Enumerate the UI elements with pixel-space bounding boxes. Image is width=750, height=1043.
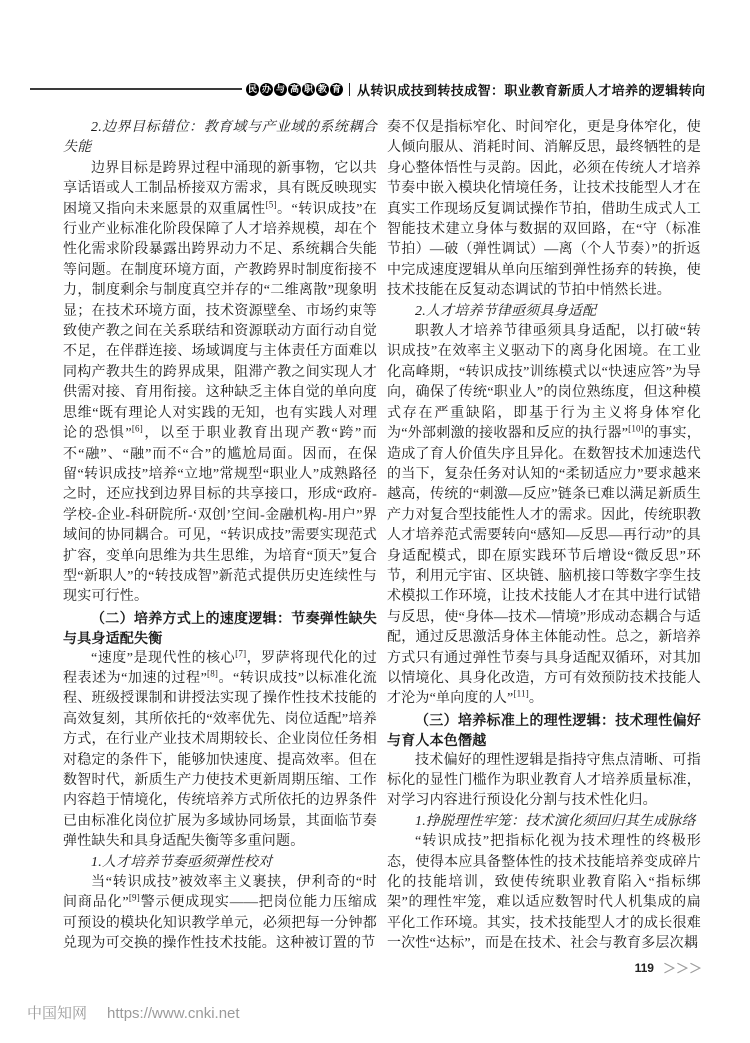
header-separator [349,83,350,96]
body-paragraph: 边界目标是跨界过程中涌现的新事物，它以共享话语或人工制品桥接双方需求，具有既反映现实困境又指向未来愿景的双重属性[5]。“转识成技”在行业产业标准化阶段保障了人才培养规模，却在个性化需求阶段暴露出跨界动力不足、系统耦合失能等问题。在制度环境方面，产教跨界时制度衔接不力，制度剩余与制度真空并存的“二维离散”现象明显；在技术环境方面，技术资源壁垒、市场约束等致使产教之间在关系联结和资源联动方面行动自觉不足，在伴群连接、场域调度与主体责任方面难以同构产教共生的跨界成果，阻滞产教之间实现人才供需对接、育用衔接。这种缺乏主体自觉的单向度思维“既有理论人对实践的无知，也有实践人对理论的恐惧”[6]，以至于职业教育出现产教“跨”而不“融”、“融”而不“合”的尴尬局面。因而，在保留“转识成技”培养“立地”常规型“职业人”成熟路径之时，还应找到边界目标的共享接口，形成“政府-学校-企业-科研院所-‘双创’空间-金融机构-用户”界域间的协同耦合。可见，“转识成技”需要实现范式扩容，变单向思维为共生思维，为培育“顶天”复合型“新职人”的“转技成智”新范式提供历史连续性与现实可行性。 [63,160,377,605]
body-paragraph: 当“转识成技”被效率主义裹挟，伊利奇的“时间商品化”[9]警示便成现实——把岗位能力压缩成可预设的模块化知识教学单元，必须把每一分钟都兑现为可交换的操作性技术技能。这种被订置的节 [63,875,377,952]
article-body [63,118,701,955]
badge-char: 职 [303,83,313,94]
chevrons-right-icon: ＞＞＞ [662,961,702,976]
body-paragraph: 奏不仅是指标窄化、时间窄化，更是身体窄化，使人倾向服从、消耗时间、消解反思，最终牺牲的是身心整体悟性与灵韵。因此，必须在传统人才培养节奏中嵌入模块化情境任务，让技术技能型人才在真实工作现场反复调试操作节拍，借助生成式人工智能技术建立身体与数据的双回路，在“守（标准节拍）—破（弹性调试）—离（个人节奏）”的折返中完成速度逻辑从单向压缩到弹性扬弃的转换，使技术技能在反复动态调试的节拍中悄然长进。 [387,120,701,299]
numbered-subheading: 1.挣脱理性牢笼：技术演化须回归其生成脉络 [415,813,696,829]
cnki-footer [27,1002,240,1023]
page-number: 119 [634,960,654,975]
cnki-url-link[interactable]: https://www.cnki.net [107,1005,240,1022]
article-title: 从转识成技到转技成智：职业教育新质人才培养的逻辑转向 [357,82,706,98]
badge-char: 民 [247,83,257,94]
badge-char: 高 [289,83,299,94]
page-number-row [635,958,702,977]
citation-ref: [8] [207,668,219,679]
citation-ref: [9] [128,892,140,903]
body-paragraph: “转识成技”把指标化视为技术理性的终极形态，使得本应具备整体性的技术技能培养变成碎片化的技能培训，致使传统职业教育陷入“指标绑架”的理性牢笼，难以适应数智时代人机集成的扁平化工作环境。其实，技术技能型人才的成长很难一次性“达标”，而是在技术、社会与教育多层次耦 [387,834,701,952]
badge-char: 教 [317,83,327,94]
citation-ref: [7] [235,647,247,658]
citation-ref: [6] [131,423,143,434]
badge-char: 办 [261,83,271,94]
numbered-subheading: 2.人才培养节律亟须具身适配 [415,303,597,319]
section-heading: （二）培养方式上的速度逻辑：节奏弹性缺失与具身适配失衡 [63,609,377,647]
body-paragraph: 职教人才培养节律亟须具身适配，以打破“转识成技”在效率主义驱动下的离身化困境。在工业化高峰期，“转识成技”训练模式以“快速应答”为导向，确保了传统“职业人”的岗位熟练度，但这种模式存在严重缺陷，即基于行为主义将身体窄化为“外部刺激的接收器和反应的执行器”[10]的事实，造成了育人价值失序且异化。在数智技术加速迭代的当下，复杂任务对认知的“柔韧适应力”要求越来越高，传统的“刺激—反应”链条已难以满足新质生产力对复合型技能性人才的需求。因此，传统职教人才培养范式需要转向“感知—反思—再行动”的具身适配模式，即在原实践环节后增设“微反思”环节，利用元宇宙、区块链、脑机接口等数字孪生技术模拟工作环境，让技术技能人才在其中进行试错与反思，使“身体—技术—情境”形成动态耦合与适配，通过反思激活身体主体能动性。总之，新培养方式只有通过弹性节奏与具身适配双循环，对其加以情境化、具身化改造，方可有效预防技术技能人才沦为“单向度的人”[11]。 [387,324,701,707]
body-paragraph: 技术偏好的理性逻辑是指持守焦点清晰、可指标化的显性门槛作为职业教育人才培养质量标准，对学习内容进行预设化分割与技术性化归。 [387,752,701,809]
page-header [30,79,720,99]
left-column [63,118,377,955]
numbered-subheading: 1.人才培养节奏亟须弹性校对 [91,854,273,870]
citation-ref: [5] [265,198,277,209]
header-rule [30,88,242,90]
numbered-subheading: 2.边界目标错位：教育域与产业域的系统耦合失能 [63,120,377,156]
citation-ref: [11] [513,688,529,699]
section-heading: （三）培养标准上的理性逻辑：技术理性偏好与育人本色僭越 [387,711,701,749]
badge-char: 育 [331,83,341,94]
right-column [387,118,701,955]
journal-section-badge [246,83,343,96]
badge-char: 与 [275,83,285,94]
citation-ref: [10] [628,423,644,434]
cnki-site-name: 中国知网 [27,1005,88,1022]
body-paragraph: “速度”是现代性的核心[7]，罗萨将现代化的过程表述为“加速的过程”[8]。“转识成技”以标准化流程、班级授课制和讲授法实现了操作性技术技能的高效复刻，其所依托的“效率优先、岗位适配”培养方式，在行业产业技术周期较长、企业岗位任务相对稳定的条件下，能够加快速度、提高效率。但在数智时代，新质生产力使技术更新周期压缩、工作内容趋于情境化，传统培养方式所依托的边界条件已由标准化岗位扩展为多域协同场景，其面临节奏弹性缺失和具身适配失衡等多重问题。 [63,647,378,850]
